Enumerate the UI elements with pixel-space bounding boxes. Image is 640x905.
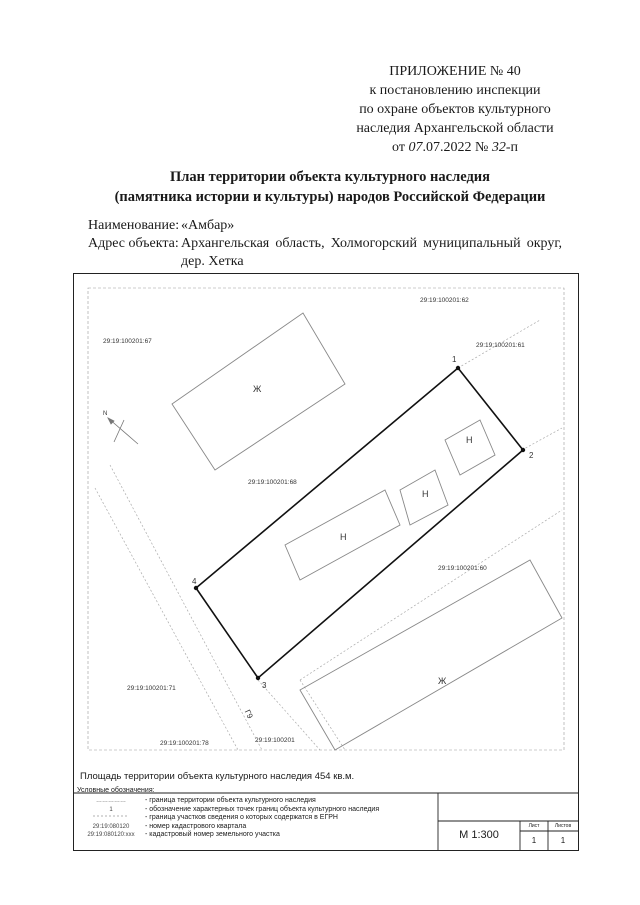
object-territory-boundary bbox=[196, 368, 523, 678]
legend-text: - номер кадастрового квартала bbox=[145, 822, 247, 830]
legend-text: - обозначение характерных точек границ объекта культурного наследия bbox=[145, 805, 380, 813]
appendix-line-3: по охране объектов культурного bbox=[359, 102, 551, 117]
point-1-label: 1 bbox=[452, 355, 457, 364]
legend bbox=[77, 786, 447, 840]
boundary-points bbox=[194, 366, 525, 680]
parcel-61-label: 29:19:100201:61 bbox=[476, 342, 525, 349]
mark-n-2: Н bbox=[422, 489, 429, 499]
title-block-stamp bbox=[438, 793, 578, 851]
date-day: 07 bbox=[408, 140, 423, 155]
point-3-marker bbox=[256, 676, 260, 680]
area-text: Площадь территории объекта культурного наследия 454 кв.м. bbox=[80, 771, 355, 782]
date-prefix: от bbox=[392, 140, 409, 155]
parcel-68-label: 29:19:100201:68 bbox=[248, 479, 297, 486]
mark-n-3: Н bbox=[466, 435, 473, 445]
legend-symbol-dotted: …………… bbox=[96, 798, 126, 805]
parcel-base-label: 29:19:100201 bbox=[255, 737, 295, 744]
legend-text: - граница участков сведения о которых содержатся в ЕГРН bbox=[145, 814, 338, 822]
date-rest: .07.2022 № bbox=[422, 140, 492, 155]
point-4-marker bbox=[194, 586, 198, 590]
name-value: «Амбар» bbox=[181, 218, 235, 233]
address-label: Адрес объекта: bbox=[88, 236, 179, 251]
inner-frame-border bbox=[88, 288, 564, 750]
buildings bbox=[172, 313, 562, 750]
decree-suffix: -п bbox=[505, 140, 518, 155]
mark-n-1: Н bbox=[340, 532, 347, 542]
sheets-label: Листов bbox=[554, 823, 572, 829]
mark-zh-north: Ж bbox=[253, 384, 262, 394]
point-2-marker bbox=[521, 448, 525, 452]
address-value: Архангельская область, Холмогорский муниципальный округ, дер. Хетка bbox=[181, 236, 562, 269]
sheet-value: 1 bbox=[531, 835, 537, 845]
title-line-1: План территории объекта культурного наследия bbox=[169, 169, 490, 185]
parcel-60-label: 29:19:100201:60 bbox=[438, 565, 487, 572]
point-2-label: 2 bbox=[529, 451, 534, 460]
mark-zh-south: Ж bbox=[438, 676, 447, 686]
decree-number: 32 bbox=[491, 140, 506, 155]
sheets-value: 1 bbox=[560, 835, 566, 845]
parcel-71-label: 29:19:100201:71 bbox=[127, 685, 176, 692]
appendix-line-4: наследия Архангельской области bbox=[356, 121, 554, 136]
point-3-label: 3 bbox=[262, 681, 267, 690]
building-n-3 bbox=[445, 420, 495, 475]
road-label: Г9 bbox=[242, 708, 255, 721]
legend-symbol-cadastral: 29:19:080120:ххх bbox=[87, 832, 135, 839]
legend-title: Условные обозначения: bbox=[77, 787, 155, 794]
legend-symbol-point: 1 bbox=[109, 806, 113, 813]
parcel-67-label: 29:19:100201:67 bbox=[103, 338, 152, 345]
sheet-label: Лист bbox=[528, 823, 540, 829]
scale-label: М 1:300 bbox=[459, 829, 499, 841]
north-arrow-icon bbox=[108, 418, 138, 444]
point-4-label: 4 bbox=[192, 577, 197, 586]
legend-symbol-quarter: 29:19:080120 bbox=[92, 823, 130, 830]
legend-text: - граница территории объекта культурного наследия bbox=[145, 797, 316, 805]
parcel-62-label: 29:19:100201:62 bbox=[420, 297, 469, 304]
point-1-marker bbox=[456, 366, 460, 370]
parcel-78-label: 29:19:100201:78 bbox=[160, 740, 209, 747]
north-label: N bbox=[103, 411, 108, 417]
legend-item-cadastral bbox=[77, 831, 447, 840]
building-zh-south bbox=[300, 560, 562, 750]
title-line-2: (памятника истории и культуры) народов Российской Федерации bbox=[114, 189, 546, 205]
legend-text: - кадастровый номер земельного участка bbox=[145, 831, 280, 839]
name-label: Наименование: bbox=[88, 218, 180, 233]
appendix-title: ПРИЛОЖЕНИЕ № 40 bbox=[389, 64, 521, 79]
appendix-line-2: к постановлению инспекции bbox=[369, 83, 541, 98]
